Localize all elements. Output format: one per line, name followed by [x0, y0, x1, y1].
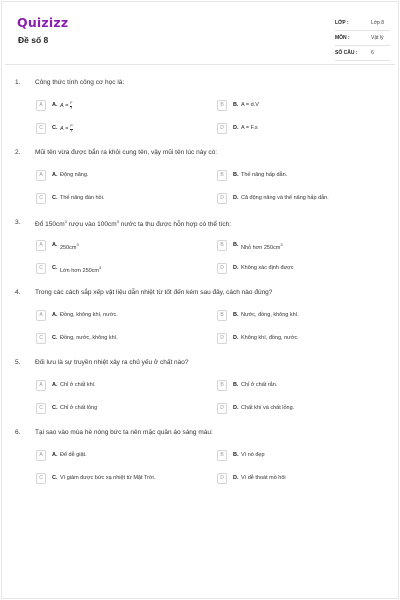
question-number: 1.: [15, 79, 21, 86]
option-letter: C.: [52, 125, 58, 131]
superscript: 3: [116, 219, 119, 224]
option-text: Nước, đồng, không khí.: [241, 312, 299, 318]
option-box[interactable]: C: [36, 403, 46, 414]
superscript: 3: [76, 242, 79, 247]
fraction: $\frac{P}{t}$: [69, 124, 73, 133]
option-letter: C.: [52, 195, 58, 201]
option-box[interactable]: C: [36, 193, 46, 204]
worksheet-page: [1, 1, 399, 599]
option-text: [60, 265, 101, 274]
option-text: Chỉ ở chất rắn.: [241, 382, 278, 388]
option-box[interactable]: A: [36, 450, 46, 461]
superscript: 3: [99, 265, 102, 270]
option-letter: C.: [52, 265, 58, 271]
option-letter: D.: [233, 125, 239, 131]
option-letter: B.: [233, 242, 239, 248]
option-text: Vì giảm được bức xạ nhiệt từ Mặt Trời.: [60, 475, 156, 481]
meta-table: [335, 16, 390, 61]
option-letter: B.: [233, 172, 239, 178]
header-divider: [5, 64, 395, 65]
option-text-main: 250cm: [60, 245, 77, 251]
option-letter: A.: [52, 172, 58, 178]
meta-key: LỚP :: [335, 20, 349, 26]
meta-row-class: [335, 16, 390, 31]
question-number: 2.: [15, 149, 21, 156]
option-text: [60, 242, 79, 251]
option-letter: B.: [233, 382, 239, 388]
option-box[interactable]: D: [217, 473, 227, 484]
option-letter: D.: [233, 475, 239, 481]
option-box[interactable]: B: [217, 380, 227, 391]
superscript: 3: [64, 219, 67, 224]
option-text: Đồng, nước, không khí.: [60, 335, 118, 341]
option-text: Không xác định được: [241, 265, 294, 271]
option-letter: A.: [52, 242, 58, 248]
option-letter: D.: [233, 265, 239, 271]
option-letter: A.: [52, 382, 58, 388]
option-text: Chỉ ở chất lỏng: [60, 405, 98, 411]
option-box[interactable]: D: [217, 403, 227, 414]
option-letter: B.: [233, 452, 239, 458]
meta-row-count: [335, 46, 390, 61]
question-text: Trong các cách sắp xếp vật liệu dẫn nhiệt từ tốt đến kém sau đây, cách nào đúng?: [35, 289, 273, 296]
meta-value: 6: [371, 50, 374, 56]
option-text: Đồng, không khí, nước.: [60, 312, 118, 318]
option-box[interactable]: C: [36, 473, 46, 484]
question-text-part: nước ta thu được hỗn hợp có thể tích:: [118, 221, 232, 228]
option-text: Vì nó đẹp: [241, 452, 265, 458]
option-text: A = F.s: [241, 125, 258, 131]
meta-key: MÔN :: [335, 35, 350, 41]
option-box[interactable]: B: [217, 240, 227, 251]
question-text: Tại sao vào mùa hè nóng bức ta nên mặc quần áo sáng màu:: [35, 429, 213, 436]
option-text: Động năng.: [60, 172, 89, 178]
option-formula: A = $\frac{P}{t}$: [60, 124, 73, 133]
option-box[interactable]: B: [217, 100, 227, 111]
option-letter: D.: [233, 405, 239, 411]
meta-value: Vật lý: [371, 35, 384, 41]
option-letter: B.: [233, 312, 239, 318]
option-text-main: Lớn hơn 250cm: [60, 268, 100, 274]
option-box[interactable]: B: [217, 450, 227, 461]
question-number: 4.: [15, 289, 21, 296]
option-letter: D.: [233, 335, 239, 341]
question-number: 5.: [15, 359, 21, 366]
quizizz-logo: Quizizz: [17, 15, 69, 30]
option-box[interactable]: D: [217, 333, 227, 344]
option-text: Cả động năng và thế năng hấp dẫn.: [241, 195, 329, 201]
question-number: 6.: [15, 429, 21, 436]
option-letter: B.: [233, 102, 239, 108]
superscript: 3: [280, 242, 283, 247]
option-box[interactable]: D: [217, 123, 227, 134]
option-text: Không khí, đồng, nước.: [241, 335, 299, 341]
option-text: [241, 242, 283, 251]
option-letter: A.: [52, 102, 58, 108]
option-box[interactable]: A: [36, 240, 46, 251]
question-text: [35, 219, 231, 228]
question-text: Mũi tên vừa được bắn ra khỏi cung tên, vậy mũi tên lúc này có:: [35, 149, 218, 156]
option-box[interactable]: C: [36, 263, 46, 274]
question-text-part: rượu vào 100cm: [66, 221, 117, 228]
option-box[interactable]: A: [36, 380, 46, 391]
option-box[interactable]: C: [36, 123, 46, 134]
question-text: Công thức tính công cơ học là:: [35, 79, 125, 86]
option-text-main: Nhỏ hơn 250cm: [241, 245, 281, 251]
option-text: Chỉ ở chất khí.: [60, 382, 96, 388]
option-box[interactable]: D: [217, 193, 227, 204]
option-text: Thế năng hấp dẫn.: [241, 172, 288, 178]
option-box[interactable]: A: [36, 100, 46, 111]
question-number: 3.: [15, 219, 21, 226]
fraction: $\frac{F}{t}$: [69, 101, 73, 110]
page-title: Đề số 8: [18, 35, 49, 45]
option-box[interactable]: A: [36, 310, 46, 321]
option-text: A = d.V: [241, 102, 259, 108]
meta-key: SỐ CÂU :: [335, 50, 358, 56]
option-letter: A.: [52, 312, 58, 318]
meta-value: Lớp 8: [371, 20, 385, 26]
option-letter: C.: [52, 405, 58, 411]
option-letter: D.: [233, 195, 239, 201]
question-text-part: Đổ 150cm: [35, 221, 65, 228]
option-letter: C.: [52, 335, 58, 341]
option-text: Thế năng đàn hồi.: [60, 195, 105, 201]
option-letter: A.: [52, 452, 58, 458]
option-text: Vì dễ thoát mồ hôi: [241, 475, 286, 481]
option-box[interactable]: A: [36, 170, 46, 181]
option-letter: C.: [52, 475, 58, 481]
option-box[interactable]: B: [217, 170, 227, 181]
option-formula: A = $\frac{F}{t}$: [60, 101, 73, 110]
option-text: Chất khí và chất lỏng.: [241, 405, 295, 411]
meta-row-subject: [335, 31, 390, 46]
question-text: Đối lưu là sự truyền nhiệt xảy ra chủ yếu ở chất nào?: [35, 359, 189, 366]
option-text: Để dễ giặt.: [60, 452, 87, 458]
option-box[interactable]: B: [217, 310, 227, 321]
option-box[interactable]: D: [217, 263, 227, 274]
option-box[interactable]: C: [36, 333, 46, 344]
